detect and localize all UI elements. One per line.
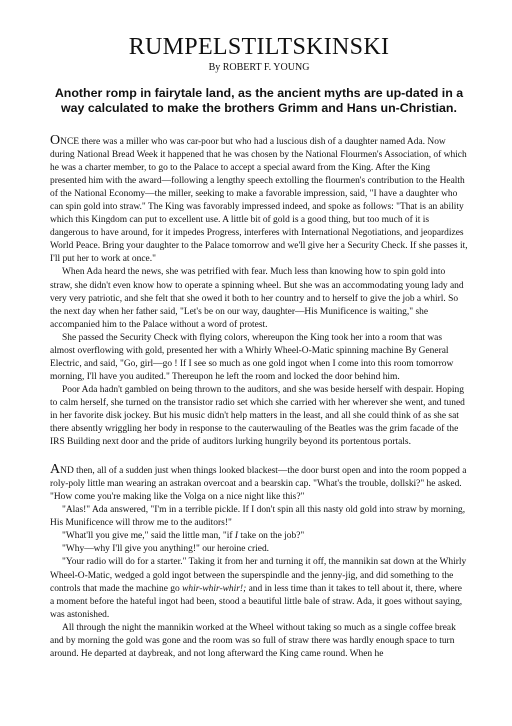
drop-cap: O <box>50 133 61 148</box>
paragraph <box>50 530 468 543</box>
story-title: RUMPELSTILTSKINSKI <box>128 34 390 60</box>
paragraph-text: "What'll you give me," said the little man, "if <box>62 531 235 542</box>
paragraph: Poor Ada hadn't gambled on being thrown to the auditors, and she was beside herself with despair. Hoping to calm herself, she turned on the transistor radio set which she carried with her wherever she went, and tuned in her favorite disk jockey. But his music didn't help matters in the least, and all she could think of as she sat there absently wriggling her body in response to the cauterwauling of the Beatles was the grim facade of the IRS Building next door and the pride of auditors lurking hungrily beyond its portentous portals. <box>50 384 465 448</box>
paragraph-text: and in less time than it takes to tell about it, there, where a moment before the hateful ingot had been, stood a beautiful little bale of straw. Ada, it goes without saying, was astonished. <box>50 583 463 620</box>
paragraph-text: take on the job?" <box>238 531 305 542</box>
paragraph-text: NCE there was a miller who was car-poor but who had a luscious dish of a daughter named Ada. Now during National Bread Week it happened that he was chosen by the National Flourmen's Association, of which he was a charter member, to go to the Palace to accept a special award from the King. After the King presented him with the award—following a lengthy speech extolling the flourmen's contribution to the Health of the National Economy—the miller, seeking to make a favorable impression, said, "I have a daughter who can spin gold into straw." The King was favorably impressed indeed, and spoke as follows: "That is an ability which this Kingdom can put to excellent use. A little bit of gold is a good thing, but too much of it is dangerous to have around, for it impedes Progress, interferes with International Negotiations, and jeopardizes World Peace. Bring your daughter to the Palace tomorrow and we'll give her a Security Check. If she passes it, I'll put her to work at once." <box>50 137 468 265</box>
story-body <box>50 134 468 661</box>
paragraph <box>50 134 468 266</box>
byline: By ROBERT F. YOUNG <box>208 62 310 73</box>
paragraph: All through the night the mannikin worked at the Wheel without taking so much as a single coffee break and by morning the gold was gone and the room was so full of straw there was hardly enough space to turn around. He departed at daybreak, and not long afterward the King came round. When he <box>50 622 456 659</box>
paragraph-text: "Your radio will do for a starter." Taking it from her and turning it off, the mannikin sat down at the Whirly Wheel-O-Matic, wedged a gold ingot between the superspindle and the jenny-jig, and did something to the controls that made the machine go <box>50 557 467 594</box>
italic-text: whir-whir-whir!; <box>182 583 247 594</box>
drop-cap: A <box>50 462 61 478</box>
paragraph: When Ada heard the news, she was petrified with fear. Much less than knowing how to spin gold into straw, she didn't even know how to operate a spinning wheel. But she was an accommodating young lady and very very patriotic, and she felt that she owed it both to her country and to herself to give the job a whirl. So the next day when her father said, "Let's be on our way, daughter—His Munificence is waiting," she accompanied him to the Palace without a word of protest. <box>50 267 464 330</box>
story-subtitle: Another romp in fairytale land, as the ancient myths are up-dated in a way calculated to make the brothers Grimm and Hans un-Christian. <box>54 86 464 115</box>
paragraph-text: ND then, all of a sudden just when things looked blackest—the door burst open and into the room popped a roly-poly little man wearing an astrakan overcoat and a bearskin cap. "What's the trouble, dollski?" he asked. "How come you're making like the Volga on a nice night like this?" <box>50 466 467 503</box>
paragraph: She passed the Security Check with flying colors, whereupon the King took her into a room that was almost overflowing with gold, presented her with a Whirly Wheel-O-Matic spinning machine By General Electric, and said, "Go, girl—go ! If I see so much as one gold ingot when I come into this room tomorrow morning, I'll have you audited." Thereupon he left the room and locked the door behind him. <box>50 332 454 382</box>
paragraph <box>50 463 468 504</box>
italic-text: I <box>234 531 239 542</box>
paragraph: "Why—why I'll give you anything!" our heroine cried. <box>62 544 270 555</box>
paragraph: "Alas!" Ada answered, "I'm in a terrible pickle. If I don't spin all this nasty old gold into straw by morning, His Munificence will throw me to the auditors!" <box>50 505 466 529</box>
section-break <box>50 449 468 463</box>
paragraph <box>50 556 468 621</box>
